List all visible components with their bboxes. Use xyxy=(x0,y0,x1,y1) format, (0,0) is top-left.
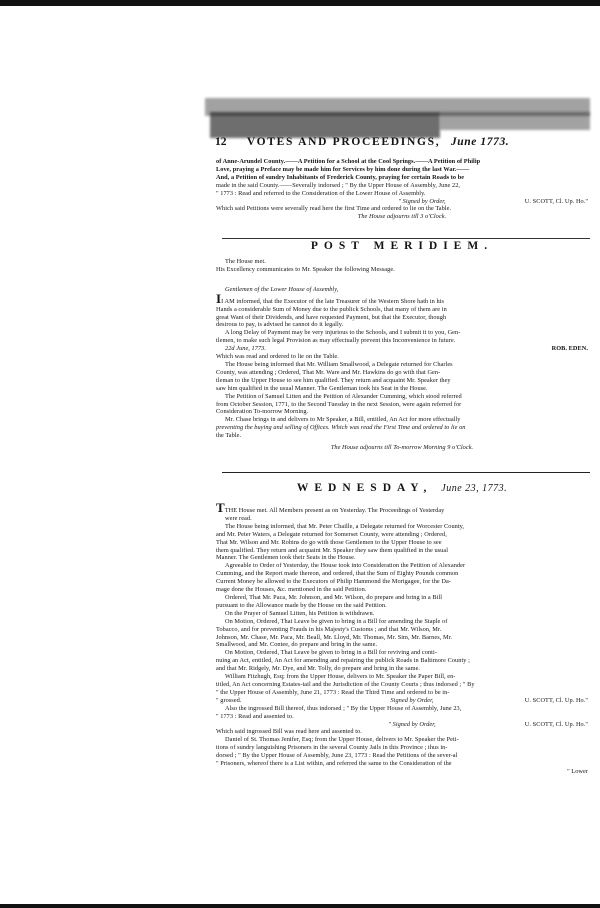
scan-edge-top xyxy=(0,0,600,6)
divider xyxy=(222,472,590,473)
adjourn-notice: The House adjourns till 3 o'Clock. xyxy=(357,213,447,221)
message-date: 22d June, 1773. xyxy=(225,345,266,353)
text-line: Manner. The Gentlemen took their Seats in the House. xyxy=(216,554,356,562)
text-line: Mr. Chase brings in and delivers to Mr Speaker, a Bill, entitled, An Act for more effectually xyxy=(225,416,461,424)
text-line: saw him qualified in the usual Manner. The Gentleman took his Seat in the House. xyxy=(216,384,428,392)
text-line: Cumming, and the Report made thereon, and ordered, that the Sum of Eighty Pounds common xyxy=(216,570,459,578)
adjourn-notice: The House adjourns till To-morrow Morning 9 o'Clock. xyxy=(330,444,474,452)
text-line: Agreeable to Order of Yesterday, the House took into Consideration the Petition of Alexander xyxy=(225,562,466,570)
clerk-signature: U. SCOTT, Cl. Up. Ho." xyxy=(524,696,588,704)
section-heading-post-meridiem: POST MERIDIEM. xyxy=(310,240,494,252)
text-line: On the Prayer of Samuel Litten, his Petition is withdrawn. xyxy=(225,609,375,617)
opening-line: TTHE House met. All Members present as on Yesterday. The Proceedings of Yesterday xyxy=(216,500,445,515)
text-line: pursuant to the Allowance made by the House on the said Petition. xyxy=(216,601,387,609)
text-line: On Motion, Ordered, That Leave be given to bring in a Bill for reviving and conti- xyxy=(225,649,437,657)
text-line: nuing an Act, entitled, An Act for amending and repairing the publick Roads in Baltimore County ; xyxy=(216,657,470,665)
message-signature: ROB. EDEN. xyxy=(551,345,588,353)
post-meridiem-section xyxy=(216,258,588,452)
text-line: Smallwood, and Mr. Contee, do prepare and bring in the same. xyxy=(216,641,378,649)
text-line: " the Upper House of Assembly, June 21, 1773 : Read the Third Time and ordered to be in- xyxy=(216,688,450,696)
text-line: preventing the buying and selling of Offices. Which was read the First Time and ordered to lie on xyxy=(216,424,466,432)
text-line: tleman to the Upper House to see him qualified. They return and acquaint Mr. Speaker they xyxy=(216,376,451,384)
text-line: tions of sundry languishing Prisoners in the several County Jails in this Province ; thus in- xyxy=(216,744,448,752)
text-line: and that Mr. Ridgely, Mr. Dye, and Mr. Tolly, do prepare and bring in the same. xyxy=(216,665,421,673)
text-line: The Petition of Samuel Litten and the Petition of Alexander Cumming, which stood referred xyxy=(225,392,462,400)
header-date: June 1773. xyxy=(450,136,510,148)
text-line: " grossed. xyxy=(216,696,242,704)
text-line: from October Session, 1771, to the Second Tuesday in the next Session, were again referred for xyxy=(216,400,462,408)
excellency-line: His Excellency communicates to Mr. Speaker the following Message. xyxy=(216,265,395,273)
text-line: Which said Petitions were severally read here the first Time and ordered to lie on the Table. xyxy=(216,205,452,213)
text-line: them qualified. They return and acquaint Mr. Speaker they saw them qualified in the usual xyxy=(216,546,449,554)
section-heading-wednesday: WEDNESDAY, June 23, 1773. xyxy=(296,482,508,494)
text-line: Consideration To-morrow Morning. xyxy=(216,408,309,416)
signed-by-order: Signed by Order, xyxy=(390,696,434,704)
text-line: dorsed ; " By the Upper House of Assembly, June 23, 1773 : Read the Petitions of the sever-al xyxy=(216,752,458,760)
text-line: Love, praying a Preface may be made him for Services by him done during the last War.—— xyxy=(216,165,470,173)
text-line: Which was read and ordered to lie on the Table. xyxy=(216,353,339,361)
message-line: great Want of their Dividends, and have requested Payment, but that the Executor, though xyxy=(216,313,447,321)
message-line: tlemen, to make such legal Provision as may effectually prevent this Inconvenience in future. xyxy=(216,337,456,345)
text-line: That Mr. Wilson and Mr. Robins do go with those Gentlemen to the Upper House to see xyxy=(216,538,442,546)
text-line: County, was attending ; Ordered, That Mr. Ware and Mr. Hawkins do go with that Gen- xyxy=(216,368,441,376)
message-salutation: Gentlemen of the Lower House of Assembly, xyxy=(225,285,339,293)
text-line: Ordered, That Mr. Paca, Mr. Johnson, and Mr. Wilson, do prepare and bring in a Bill xyxy=(225,593,443,601)
clerk-signature: U. SCOTT, Cl. Up. Ho." xyxy=(524,720,588,728)
text-line: " Prisoners, whereof there is a List within, and referred the same to the Consideration of the xyxy=(216,760,452,768)
text-line: and Mr. Peter Waters, a Delegate returned for Somerset County, were attending ; Ordered, xyxy=(216,530,447,538)
signed-by-order: " Signed by Order, xyxy=(398,197,446,205)
text-line: mage done the Houses, &c. mentioned in the said Petition. xyxy=(216,586,367,594)
text-line: The House being informed, that Mr. Peter Chaille, a Delegate returned for Worcester County, xyxy=(225,522,465,530)
ink-smudge xyxy=(210,112,440,138)
text-line: the Table. xyxy=(216,432,242,440)
scan-edge-bottom xyxy=(0,904,600,908)
signed-by-order: " Signed by Order, xyxy=(388,720,436,728)
text-line: Current Money be allowed to the Executors of Philip Hammond the Mortgagee, for the Da- xyxy=(216,578,451,586)
ink-smudge xyxy=(440,112,590,130)
text-line: Daniel of St. Thomas Jenifer, Esq; from the Upper House, delivers to Mr. Speaker the Peti- xyxy=(225,736,459,744)
text-line: And, a Petition of sundry Inhabitants of Frederick County, praying for certain Roads to be xyxy=(216,173,465,181)
text-line: Which said ingrossed Bill was read here and assented to. xyxy=(216,728,362,736)
divider xyxy=(222,238,590,239)
text-line: William Fitzhugh, Esq; from the Upper House, delivers to Mr. Speaker the Paper Bill, en- xyxy=(225,673,456,681)
catchword: " Lower xyxy=(567,767,588,775)
top-section xyxy=(216,158,588,221)
page-title: VOTES AND PROCEEDINGS, xyxy=(246,136,441,148)
text-line: of Anne-Arundel County.——A Petition for a School at the Cool Springs.——A Petition of Philip xyxy=(216,158,481,165)
page-header xyxy=(215,136,595,154)
wednesday-date: June 23, 1773. xyxy=(441,483,508,494)
message-line: A long Delay of Payment may be very injurious to the Schools, and I submit it to you, Gen- xyxy=(225,329,461,337)
message-line: II AM informed, that the Executor of the late Treasurer of the Western Shore hath in his xyxy=(216,290,444,306)
text-line: Johnson, Mr. Chase, Mr. Paca, Mr. Beall, Mr. Lloyd, Mr. Thomas, Mr. Sim, Mr. Barnes, Mr. xyxy=(216,633,453,641)
text-line: " 1773 : Read and referred to the Consideration of the Lower House of Assembly. xyxy=(216,189,426,197)
text-line: Also the ingrossed Bill thereof, thus indorsed ; " By the Upper House of Assembly, June 23, xyxy=(225,704,462,712)
text-line: titled, An Act concerning Estates-tail and the Jurisdiction of the County Courts ; thus indorsed ; " By xyxy=(216,680,475,688)
opening-line: were read. xyxy=(225,514,252,522)
text-line: " 1773 : Read and assented to. xyxy=(216,712,294,720)
text-line: Tobacco, and for preventing Frauds in his Majesty's Customs ; and that Mr. Wilson, Mr. xyxy=(216,625,442,633)
text-line: made in the said County.——Severally indorsed ; " By the Upper House of Assembly, June 22, xyxy=(216,181,461,189)
message-line: Hands a considerable Sum of Money due to the publick Schools, that many of them are in xyxy=(216,305,447,313)
page-number: 12 xyxy=(215,136,227,148)
text-line: On Motion, Ordered, That Leave be given to bring in a Bill for amending the Staple of xyxy=(225,617,448,625)
text-line: The House being informed that Mr. William Smallwood, a Delegate returned for Charles xyxy=(225,360,453,368)
clerk-signature: U. SCOTT, Cl. Up. Ho." xyxy=(524,197,588,205)
message-line: desirous to pay, is advised he cannot do it legally. xyxy=(216,321,344,329)
house-met: The House met. xyxy=(225,258,266,265)
wednesday-section xyxy=(216,500,588,776)
